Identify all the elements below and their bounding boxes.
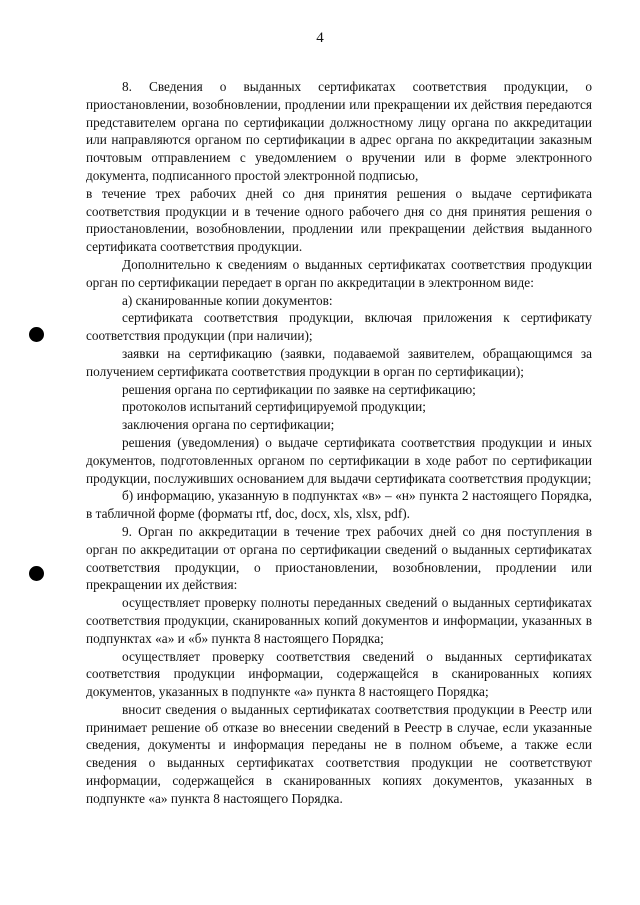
page-number: 4 <box>316 30 324 46</box>
paragraph: решения (уведомления) о выдаче сертификата соответствия продукции и иных документов, подготовленных органом по сертификации в ходе работ по сертификации продукции, послуживших основанием для выдачи сертификата соответствия продукции; <box>86 434 592 486</box>
paragraph: заявки на сертификацию (заявки, подаваемой заявителем, обращающимся за получением сертификата соответствия продукции в орган по сертификации); <box>86 345 592 379</box>
paragraph: в течение трех рабочих дней со дня принятия решения о выдаче сертификата соответствия продукции и в течение одного рабочего дня со дня принятия решения о приостановлении, возобновлении, продлении или прекращении действия выданного сертификата соответствия продукции. <box>86 185 592 255</box>
paragraph: сертификата соответствия продукции, включая приложения к сертификату соответствия продукции (при наличии); <box>86 310 592 344</box>
paragraph: протоколов испытаний сертифицируемой продукции; <box>122 399 426 415</box>
paragraph: а) сканированные копии документов: <box>122 292 333 308</box>
paragraph: Дополнительно к сведениям о выданных сертификатах соответствия продукции орган по сертификации передает в орган по аккредитации в электронном виде: <box>86 256 592 290</box>
paragraph: б) информацию, указанную в подпунктах «в» – «н» пункта 2 настоящего Порядка, в табличной форме (форматы rtf, doc, docx, xls, xlsx, pdf). <box>86 488 592 522</box>
punch-hole-bottom <box>29 566 44 581</box>
punch-hole-top <box>29 327 44 342</box>
paragraph: заключения органа по сертификации; <box>122 417 335 433</box>
document-body <box>86 78 592 808</box>
paragraph: решения органа по сертификации по заявке на сертификацию; <box>122 381 476 397</box>
paragraph: вносит сведения о выданных сертификатах соответствия продукции в Реестр или принимает решение об отказе во внесении сведений в Реестр в случае, если указанные сведения, документы и информация переданы не в полном объеме, а также если сведения о выданных сертификатах соответствия продукции не соответствуют информации, содержащейся в сканированных копиях документов, указанных в подпункте «а» пункта 8 настоящего Порядка. <box>86 701 592 806</box>
paragraph: 9. Орган по аккредитации в течение трех рабочих дней со дня поступления в орган по аккредитации от органа по сертификации сведений о выданных сертификатах соответствия продукции, о приостановлении, возобновлении, продлении или прекращении их действия: <box>86 523 592 593</box>
paragraph: осуществляет проверку соответствия сведений о выданных сертификатах соответствия продукции информации, содержащейся в сканированных копиях документов, указанных в подпункте «а» пункта 8 настоящего Порядка; <box>86 648 592 700</box>
paragraph: 8. Сведения о выданных сертификатах соответствия продукции, о приостановлении, возобновлении, продлении или прекращении их действия передаются представителем органа по сертификации должностному лицу органа по аккредитации или направляются органом по сертификации в адрес органа по аккредитации заказным почтовым отправлением с уведомлением о вручении или в форме электронного документа, подписанного простой электронной подписью, <box>86 79 592 183</box>
paragraph: осуществляет проверку полноты переданных сведений о выданных сертификатах соответствия продукции, сканированных копий документов и информации, указанных в подпунктах «а» и «б» пункта 8 настоящего Порядка; <box>86 595 592 646</box>
